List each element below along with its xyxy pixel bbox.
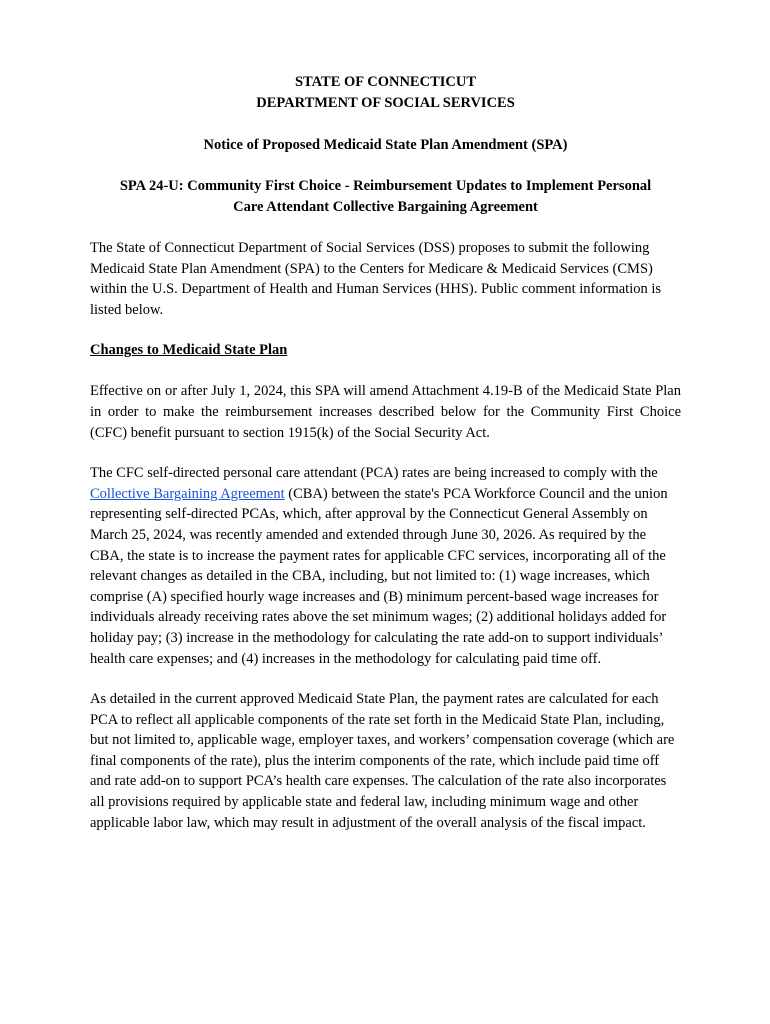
- spa-title: [90, 176, 681, 218]
- effective-paragraph: Effective on or after July 1, 2024, this SPA will amend Attachment 4.19-B of the Medicaid State Plan in order to make the reimbursement increases described below for the Community First Choice (CFC) benefit pursuant to section 1915(k) of the Social Security Act.: [90, 383, 681, 441]
- state-name: STATE OF CONNECTICUT: [294, 74, 476, 90]
- notice-title: Notice of Proposed Medicaid State Plan Amendment (SPA): [203, 137, 568, 153]
- document-header: [90, 72, 681, 114]
- rates-calculation-paragraph: As detailed in the current approved Medicaid State Plan, the payment rates are calculated for each PCA to reflect all applicable components of the rate set forth in the Medicaid State Plan, including, but not limited to, applicable wage, employer taxes, and workers’ compensation coverage (which are final components of the rate), plus the interim components of the rate, which include paid time off and rate add-on to support PCA’s health care expenses. The calculation of the rate also incorporates all provisions required by applicable state and federal law, including minimum wage and other applicable labor law, which may result in adjustment of the overall analysis of the fiscal impact.: [90, 691, 675, 831]
- cfc-rates-paragraph: [90, 463, 681, 669]
- section-heading: Changes to Medicaid State Plan: [90, 342, 288, 359]
- cfc-text-after-link: (CBA) between the state's PCA Workforce Council and the union representing self-directed PCAs, which, after approval by the Connecticut General Assembly on March 25, 2024, was recently amended and extended through June 30, 2026. As required by the CBA, the state is to increase the payment rates for applicable CFC services, incorporating all of the relevant changes as detailed in the CBA, including, but not limited to: (1) wage increases, which comprise (A) specified hourly wage increases and (B) minimum percent-based wage increases for individuals already receiving rates above the set minimum wages; (2) additional holidays added for holiday pay; (3) increase in the methodology for calculating the rate add-on to support individuals’ health care expenses; and (4) increases in the methodology for calculating paid time off.: [90, 485, 668, 667]
- intro-paragraph: The State of Connecticut Department of Social Services (DSS) proposes to submit the following Medicaid State Plan Amendment (SPA) to the Centers for Medicare & Medicaid Services (CMS) within the U.S. Department of Health and Human Services (HHS). Public comment information is listed below.: [90, 240, 662, 318]
- spa-title-line-2: Care Attendant Collective Bargaining Agreement: [233, 199, 538, 215]
- spa-title-line-1: SPA 24-U: Community First Choice - Reimbursement Updates to Implement Personal: [119, 178, 652, 194]
- document-page: [90, 72, 681, 833]
- cfc-text-before-link: The CFC self-directed personal care attendant (PCA) rates are being increased to comply with the: [90, 465, 658, 482]
- department-name: DEPARTMENT OF SOCIAL SERVICES: [256, 95, 515, 111]
- collective-bargaining-agreement-link[interactable]: Collective Bargaining Agreement: [90, 485, 285, 502]
